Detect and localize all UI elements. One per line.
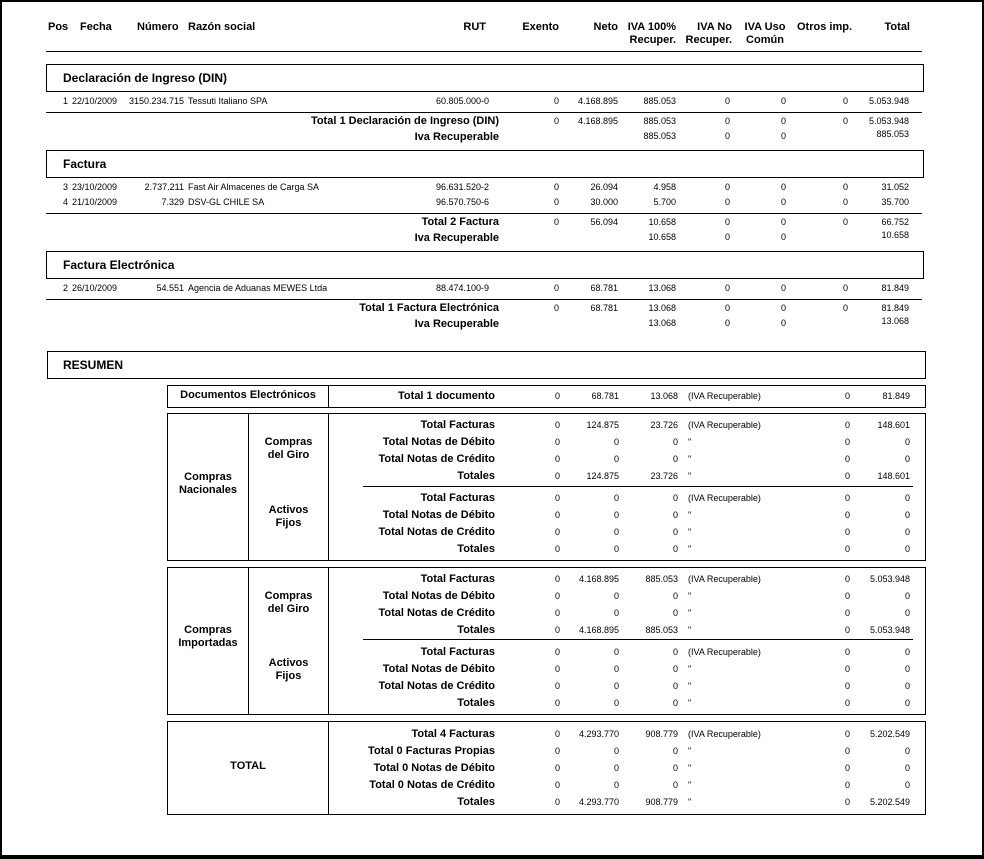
row-razon: Tessuti Italiano SPA bbox=[188, 96, 268, 106]
divider-line bbox=[328, 567, 329, 714]
summary-row-label: Total Notas de Débito bbox=[382, 436, 495, 448]
summary-exento: 0 bbox=[554, 698, 560, 708]
summary-note: (IVA Recuperable) bbox=[688, 493, 761, 503]
row-razon: Fast Air Almacenes de Carga SA bbox=[188, 182, 320, 192]
total-otros: 0 bbox=[842, 217, 848, 227]
summary-otros: 0 bbox=[844, 544, 850, 554]
importadas-activos-label bbox=[249, 657, 328, 683]
row-numero: 2.737.211 bbox=[144, 182, 184, 192]
summary-neto: 0 bbox=[613, 493, 619, 503]
ivarec-ivano: 0 bbox=[724, 318, 730, 328]
row-pos: 4 bbox=[62, 197, 68, 207]
summary-iva: 23.726 bbox=[650, 471, 678, 481]
importadas-giro-label-l1: Compras bbox=[264, 590, 313, 602]
row-iva100: 885.053 bbox=[643, 96, 676, 106]
summary-total: 0 bbox=[904, 527, 910, 537]
row-fecha: 26/10/2009 bbox=[72, 283, 118, 293]
summary-row-label: Total 0 Facturas Propias bbox=[368, 745, 495, 757]
summary-note: " bbox=[688, 625, 692, 635]
summary-row-label: Totales bbox=[457, 470, 495, 482]
summary-note: " bbox=[688, 681, 692, 691]
col-iva100-l2: Recuper. bbox=[629, 34, 676, 46]
total-ivano: 0 bbox=[724, 116, 730, 126]
summary-neto: 0 bbox=[613, 698, 619, 708]
summary-iva: 0 bbox=[672, 698, 678, 708]
summary-exento: 0 bbox=[554, 544, 560, 554]
row-total: 35.700 bbox=[881, 197, 909, 207]
summary-exento: 0 bbox=[554, 471, 560, 481]
summary-note: " bbox=[688, 608, 692, 618]
summary-neto: 0 bbox=[613, 647, 619, 657]
summary-neto: 68.781 bbox=[591, 391, 619, 401]
row-ivauso: 0 bbox=[780, 182, 786, 192]
ivarec-total: 885.053 bbox=[876, 129, 909, 139]
row-iva100: 4.958 bbox=[653, 182, 676, 192]
summary-iva: 13.068 bbox=[650, 391, 678, 401]
summary-neto: 0 bbox=[613, 746, 619, 756]
ivarec-iva100: 13.068 bbox=[648, 318, 676, 328]
col-exento: Exento bbox=[522, 21, 559, 33]
summary-total: 0 bbox=[904, 510, 910, 520]
summary-total: 5.202.549 bbox=[869, 797, 910, 807]
col-ivano-l1: IVA No bbox=[697, 21, 732, 33]
summary-neto: 0 bbox=[613, 780, 619, 790]
row-rut: 96.570.750-6 bbox=[435, 197, 489, 207]
total-iva100: 13.068 bbox=[648, 303, 676, 313]
summary-otros: 0 bbox=[844, 391, 850, 401]
row-iva100: 5.700 bbox=[653, 197, 676, 207]
summary-iva: 0 bbox=[672, 681, 678, 691]
summary-otros: 0 bbox=[844, 454, 850, 464]
summary-neto: 124.875 bbox=[586, 471, 619, 481]
col-ivauso-l1: IVA Uso bbox=[744, 21, 786, 33]
nacionales-label-l1: Compras bbox=[184, 471, 232, 483]
summary-note: " bbox=[688, 527, 692, 537]
header-divider bbox=[46, 51, 922, 52]
summary-iva: 0 bbox=[672, 591, 678, 601]
divider-line bbox=[328, 413, 329, 560]
summary-total: 148.601 bbox=[877, 471, 910, 481]
nacionales-activos-label bbox=[249, 504, 328, 530]
row-otros: 0 bbox=[842, 283, 848, 293]
row-total: 81.849 bbox=[881, 283, 909, 293]
total-neto: 68.781 bbox=[590, 303, 618, 313]
summary-iva: 0 bbox=[672, 437, 678, 447]
section-divider bbox=[46, 112, 922, 113]
ivarec-ivano: 0 bbox=[724, 131, 730, 141]
summary-exento: 0 bbox=[554, 510, 560, 520]
summary-iva: 908.779 bbox=[645, 797, 678, 807]
summary-exento: 0 bbox=[554, 591, 560, 601]
iva-recuperable-label: Iva Recuperable bbox=[414, 131, 499, 143]
col-ivauso-l2: Común bbox=[746, 34, 784, 46]
summary-total: 5.053.948 bbox=[869, 574, 910, 584]
ivarec-ivano: 0 bbox=[724, 232, 730, 242]
summary-neto: 0 bbox=[613, 527, 619, 537]
summary-note: " bbox=[688, 698, 692, 708]
divider-line bbox=[328, 721, 329, 814]
total-exento: 0 bbox=[553, 303, 559, 313]
summary-total: 0 bbox=[904, 437, 910, 447]
ivarec-iva100: 10.658 bbox=[648, 232, 676, 242]
summary-exento: 0 bbox=[554, 647, 560, 657]
importadas-activos-label-l1: Activos bbox=[268, 657, 309, 669]
summary-otros: 0 bbox=[844, 647, 850, 657]
summary-otros: 0 bbox=[844, 591, 850, 601]
summary-exento: 0 bbox=[554, 420, 560, 430]
summary-otros: 0 bbox=[844, 625, 850, 635]
row-pos: 2 bbox=[62, 283, 68, 293]
summary-exento: 0 bbox=[554, 625, 560, 635]
summary-exento: 0 bbox=[554, 763, 560, 773]
row-numero: 54.551 bbox=[156, 283, 184, 293]
section-total-label: Total 1 Factura Electrónica bbox=[359, 302, 499, 314]
summary-neto: 0 bbox=[613, 591, 619, 601]
total-exento: 0 bbox=[553, 116, 559, 126]
total-iva100: 10.658 bbox=[648, 217, 676, 227]
section-total-label: Total 1 Declaración de Ingreso (DIN) bbox=[310, 115, 499, 127]
summary-otros: 0 bbox=[844, 608, 850, 618]
col-fecha: Fecha bbox=[80, 21, 112, 33]
summary-otros: 0 bbox=[844, 664, 850, 674]
summary-note: " bbox=[688, 746, 692, 756]
nacionales-giro-label-l1: Compras bbox=[264, 436, 313, 448]
row-ivauso: 0 bbox=[780, 283, 786, 293]
summary-note: " bbox=[688, 544, 692, 554]
row-fecha: 21/10/2009 bbox=[72, 197, 118, 207]
summary-exento: 0 bbox=[554, 437, 560, 447]
row-neto: 4.168.895 bbox=[577, 96, 618, 106]
importadas-giro-label-l2: del Giro bbox=[267, 603, 310, 615]
summary-neto: 0 bbox=[613, 510, 619, 520]
summary-exento: 0 bbox=[554, 493, 560, 503]
summary-total: 0 bbox=[904, 647, 910, 657]
section-divider bbox=[46, 299, 922, 300]
summary-exento: 0 bbox=[554, 780, 560, 790]
row-rut: 60.805.000-0 bbox=[435, 96, 489, 106]
doc-elec-label: Documentos Electrónicos bbox=[180, 389, 316, 401]
col-iva100-l1: IVA 100% bbox=[627, 21, 676, 33]
total-neto: 4.168.895 bbox=[577, 116, 618, 126]
total-total: 81.849 bbox=[881, 303, 909, 313]
summary-iva: 0 bbox=[672, 527, 678, 537]
summary-total: 0 bbox=[904, 591, 910, 601]
summary-exento: 0 bbox=[554, 746, 560, 756]
summary-total: 81.849 bbox=[882, 391, 910, 401]
total-ivano: 0 bbox=[724, 217, 730, 227]
summary-total: 148.601 bbox=[877, 420, 910, 430]
row-ivano: 0 bbox=[724, 96, 730, 106]
total-ivauso: 0 bbox=[780, 217, 786, 227]
ivarec-ivauso: 0 bbox=[780, 232, 786, 242]
summary-iva: 0 bbox=[672, 780, 678, 790]
summary-iva: 0 bbox=[672, 746, 678, 756]
ivarec-ivauso: 0 bbox=[780, 131, 786, 141]
row-exento: 0 bbox=[553, 283, 559, 293]
nacionales-label-l2: Nacionales bbox=[178, 484, 238, 496]
summary-row-label: Total Notas de Crédito bbox=[378, 453, 495, 465]
summary-total: 0 bbox=[904, 763, 910, 773]
col-total: Total bbox=[884, 21, 910, 33]
row-pos: 1 bbox=[62, 96, 68, 106]
summary-exento: 0 bbox=[554, 664, 560, 674]
row-ivauso: 0 bbox=[780, 197, 786, 207]
summary-otros: 0 bbox=[844, 420, 850, 430]
col-razon: Razón social bbox=[188, 21, 256, 33]
summary-neto: 0 bbox=[613, 681, 619, 691]
summary-row-label: Total Facturas bbox=[420, 646, 495, 658]
summary-iva: 0 bbox=[672, 608, 678, 618]
iva-recuperable-label: Iva Recuperable bbox=[414, 232, 499, 244]
row-numero: 7.329 bbox=[161, 197, 184, 207]
summary-total: 0 bbox=[904, 544, 910, 554]
row-total: 5.053.948 bbox=[868, 96, 909, 106]
summary-row-label: Totales bbox=[457, 543, 495, 555]
nacionales-label bbox=[168, 471, 248, 497]
total-neto: 56.094 bbox=[590, 217, 618, 227]
summary-note: " bbox=[688, 471, 692, 481]
importadas-activos-label-l2: Fijos bbox=[275, 670, 302, 682]
summary-otros: 0 bbox=[844, 471, 850, 481]
importadas-label-l1: Compras bbox=[184, 624, 232, 636]
summary-neto: 0 bbox=[613, 763, 619, 773]
summary-note: (IVA Recuperable) bbox=[688, 647, 761, 657]
summary-iva: 23.726 bbox=[650, 420, 678, 430]
summary-otros: 0 bbox=[844, 698, 850, 708]
row-otros: 0 bbox=[842, 96, 848, 106]
summary-row-label: Total 1 documento bbox=[398, 390, 495, 402]
summary-note: " bbox=[688, 437, 692, 447]
summary-row-label: Total Notas de Crédito bbox=[378, 607, 495, 619]
row-numero: 3150.234.715 bbox=[128, 96, 184, 106]
summary-total: 5.053.948 bbox=[869, 625, 910, 635]
summary-iva: 0 bbox=[672, 664, 678, 674]
row-rut: 88.474.100-9 bbox=[435, 283, 489, 293]
col-ivano-l2: Recuper. bbox=[685, 34, 732, 46]
summary-otros: 0 bbox=[844, 493, 850, 503]
summary-otros: 0 bbox=[844, 729, 850, 739]
total-exento: 0 bbox=[553, 217, 559, 227]
total-otros: 0 bbox=[842, 116, 848, 126]
summary-otros: 0 bbox=[844, 574, 850, 584]
row-razon: Agencia de Aduanas MEWES Ltda bbox=[188, 283, 328, 293]
ivarec-total: 10.658 bbox=[881, 230, 909, 240]
summary-otros: 0 bbox=[844, 780, 850, 790]
summary-row-label: Total Notas de Crédito bbox=[378, 526, 495, 538]
summary-exento: 0 bbox=[554, 681, 560, 691]
summary-row-label: Totales bbox=[457, 796, 495, 808]
nacionales-giro-label bbox=[249, 436, 328, 462]
row-exento: 0 bbox=[553, 96, 559, 106]
nacionales-activos-label-l1: Activos bbox=[268, 504, 309, 516]
summary-exento: 0 bbox=[554, 527, 560, 537]
divider-line bbox=[363, 639, 913, 640]
col-ivauso bbox=[738, 21, 792, 47]
row-neto: 30.000 bbox=[590, 197, 618, 207]
summary-row-label: Total 0 Notas de Débito bbox=[373, 762, 495, 774]
summary-row-label: Total Notas de Débito bbox=[382, 663, 495, 675]
summary-note: " bbox=[688, 591, 692, 601]
summary-total: 0 bbox=[904, 608, 910, 618]
summary-row-label: Total Notas de Débito bbox=[382, 590, 495, 602]
row-ivauso: 0 bbox=[780, 96, 786, 106]
summary-row-label: Total Facturas bbox=[420, 492, 495, 504]
iva-recuperable-label: Iva Recuperable bbox=[414, 318, 499, 330]
row-exento: 0 bbox=[553, 197, 559, 207]
summary-iva: 0 bbox=[672, 510, 678, 520]
summary-note: (IVA Recuperable) bbox=[688, 574, 761, 584]
col-otros: Otros imp. bbox=[797, 21, 853, 33]
summary-neto: 4.293.770 bbox=[578, 797, 619, 807]
row-total: 31.052 bbox=[881, 182, 909, 192]
summary-neto: 0 bbox=[613, 454, 619, 464]
summary-neto: 0 bbox=[613, 608, 619, 618]
nacionales-activos-label-l2: Fijos bbox=[275, 517, 302, 529]
col-ivano bbox=[678, 21, 732, 47]
summary-note: (IVA Recuperable) bbox=[688, 420, 761, 430]
col-rut: RUT bbox=[463, 21, 486, 33]
summary-iva: 0 bbox=[672, 763, 678, 773]
total-ivauso: 0 bbox=[780, 303, 786, 313]
total-label: TOTAL bbox=[230, 760, 266, 772]
row-rut: 96.631.520-2 bbox=[435, 182, 489, 192]
divider-line bbox=[363, 486, 913, 487]
summary-note: (IVA Recuperable) bbox=[688, 391, 761, 401]
section-title: Factura Electrónica bbox=[63, 258, 175, 272]
row-razon: DSV-GL CHILE SA bbox=[188, 197, 265, 207]
summary-row-label: Total 4 Facturas bbox=[411, 728, 495, 740]
summary-total: 0 bbox=[904, 698, 910, 708]
summary-row-label: Total 0 Notas de Crédito bbox=[369, 779, 495, 791]
col-neto: Neto bbox=[593, 21, 618, 33]
summary-note: " bbox=[688, 763, 692, 773]
summary-exento: 0 bbox=[554, 729, 560, 739]
summary-iva: 908.779 bbox=[645, 729, 678, 739]
summary-otros: 0 bbox=[844, 746, 850, 756]
resumen-box bbox=[47, 351, 926, 379]
row-neto: 68.781 bbox=[590, 283, 618, 293]
summary-exento: 0 bbox=[554, 454, 560, 464]
section-header bbox=[46, 150, 924, 178]
summary-otros: 0 bbox=[844, 510, 850, 520]
summary-iva: 885.053 bbox=[645, 625, 678, 635]
summary-total: 0 bbox=[904, 746, 910, 756]
col-numero: Número bbox=[137, 21, 179, 33]
summary-neto: 4.168.895 bbox=[578, 574, 619, 584]
total-otros: 0 bbox=[842, 303, 848, 313]
summary-otros: 0 bbox=[844, 437, 850, 447]
section-title: Factura bbox=[63, 157, 107, 171]
total-ivano: 0 bbox=[724, 303, 730, 313]
summary-iva: 0 bbox=[672, 454, 678, 464]
summary-otros: 0 bbox=[844, 763, 850, 773]
section-total-label: Total 2 Factura bbox=[421, 216, 499, 228]
total-total: 5.053.948 bbox=[868, 116, 909, 126]
summary-row-label: Total Notas de Débito bbox=[382, 509, 495, 521]
importadas-label-l2: Importadas bbox=[178, 637, 238, 649]
summary-otros: 0 bbox=[844, 797, 850, 807]
summary-neto: 0 bbox=[613, 544, 619, 554]
summary-iva: 0 bbox=[672, 544, 678, 554]
summary-neto: 0 bbox=[613, 437, 619, 447]
ivarec-total: 13.068 bbox=[881, 316, 909, 326]
col-pos: Pos bbox=[48, 21, 69, 33]
row-neto: 26.094 bbox=[590, 182, 618, 192]
summary-otros: 0 bbox=[844, 681, 850, 691]
section-title: Declaración de Ingreso (DIN) bbox=[63, 71, 228, 85]
summary-exento: 0 bbox=[554, 574, 560, 584]
row-exento: 0 bbox=[553, 182, 559, 192]
summary-iva: 0 bbox=[672, 493, 678, 503]
total-iva100: 885.053 bbox=[643, 116, 676, 126]
col-iva100 bbox=[620, 21, 676, 47]
summary-row-label: Totales bbox=[457, 697, 495, 709]
summary-note: (IVA Recuperable) bbox=[688, 729, 761, 739]
summary-row-label: Total Notas de Crédito bbox=[378, 680, 495, 692]
summary-row-label: Totales bbox=[457, 624, 495, 636]
total-total: 66.752 bbox=[881, 217, 909, 227]
summary-exento: 0 bbox=[554, 797, 560, 807]
row-otros: 0 bbox=[842, 197, 848, 207]
summary-otros: 0 bbox=[844, 527, 850, 537]
row-ivano: 0 bbox=[724, 197, 730, 207]
summary-note: " bbox=[688, 780, 692, 790]
row-fecha: 22/10/2009 bbox=[72, 96, 118, 106]
row-ivano: 0 bbox=[724, 283, 730, 293]
summary-total: 0 bbox=[904, 454, 910, 464]
summary-exento: 0 bbox=[554, 608, 560, 618]
summary-total: 5.202.549 bbox=[869, 729, 910, 739]
ivarec-ivauso: 0 bbox=[780, 318, 786, 328]
summary-row-label: Total Facturas bbox=[420, 419, 495, 431]
divider-line bbox=[328, 385, 329, 407]
section-header bbox=[46, 64, 924, 92]
total-ivauso: 0 bbox=[780, 116, 786, 126]
summary-note: " bbox=[688, 797, 692, 807]
summary-total: 0 bbox=[904, 681, 910, 691]
summary-note: " bbox=[688, 510, 692, 520]
row-fecha: 23/10/2009 bbox=[72, 182, 118, 192]
summary-total: 0 bbox=[904, 664, 910, 674]
summary-row-label: Total Facturas bbox=[420, 573, 495, 585]
ivarec-iva100: 885.053 bbox=[643, 131, 676, 141]
resumen-title: RESUMEN bbox=[63, 358, 124, 372]
importadas-giro-label bbox=[249, 590, 328, 616]
row-ivano: 0 bbox=[724, 182, 730, 192]
row-otros: 0 bbox=[842, 182, 848, 192]
summary-total: 0 bbox=[904, 493, 910, 503]
importadas-label bbox=[168, 624, 248, 650]
summary-note: " bbox=[688, 664, 692, 674]
summary-neto: 0 bbox=[613, 664, 619, 674]
summary-neto: 124.875 bbox=[586, 420, 619, 430]
section-divider bbox=[46, 213, 922, 214]
summary-iva: 0 bbox=[672, 647, 678, 657]
row-iva100: 13.068 bbox=[648, 283, 676, 293]
summary-total: 0 bbox=[904, 780, 910, 790]
summary-iva: 885.053 bbox=[645, 574, 678, 584]
nacionales-giro-label-l2: del Giro bbox=[267, 449, 310, 461]
section-header bbox=[46, 251, 924, 279]
summary-note: " bbox=[688, 454, 692, 464]
row-pos: 3 bbox=[62, 182, 68, 192]
summary-exento: 0 bbox=[554, 391, 560, 401]
summary-neto: 4.168.895 bbox=[578, 625, 619, 635]
summary-neto: 4.293.770 bbox=[578, 729, 619, 739]
